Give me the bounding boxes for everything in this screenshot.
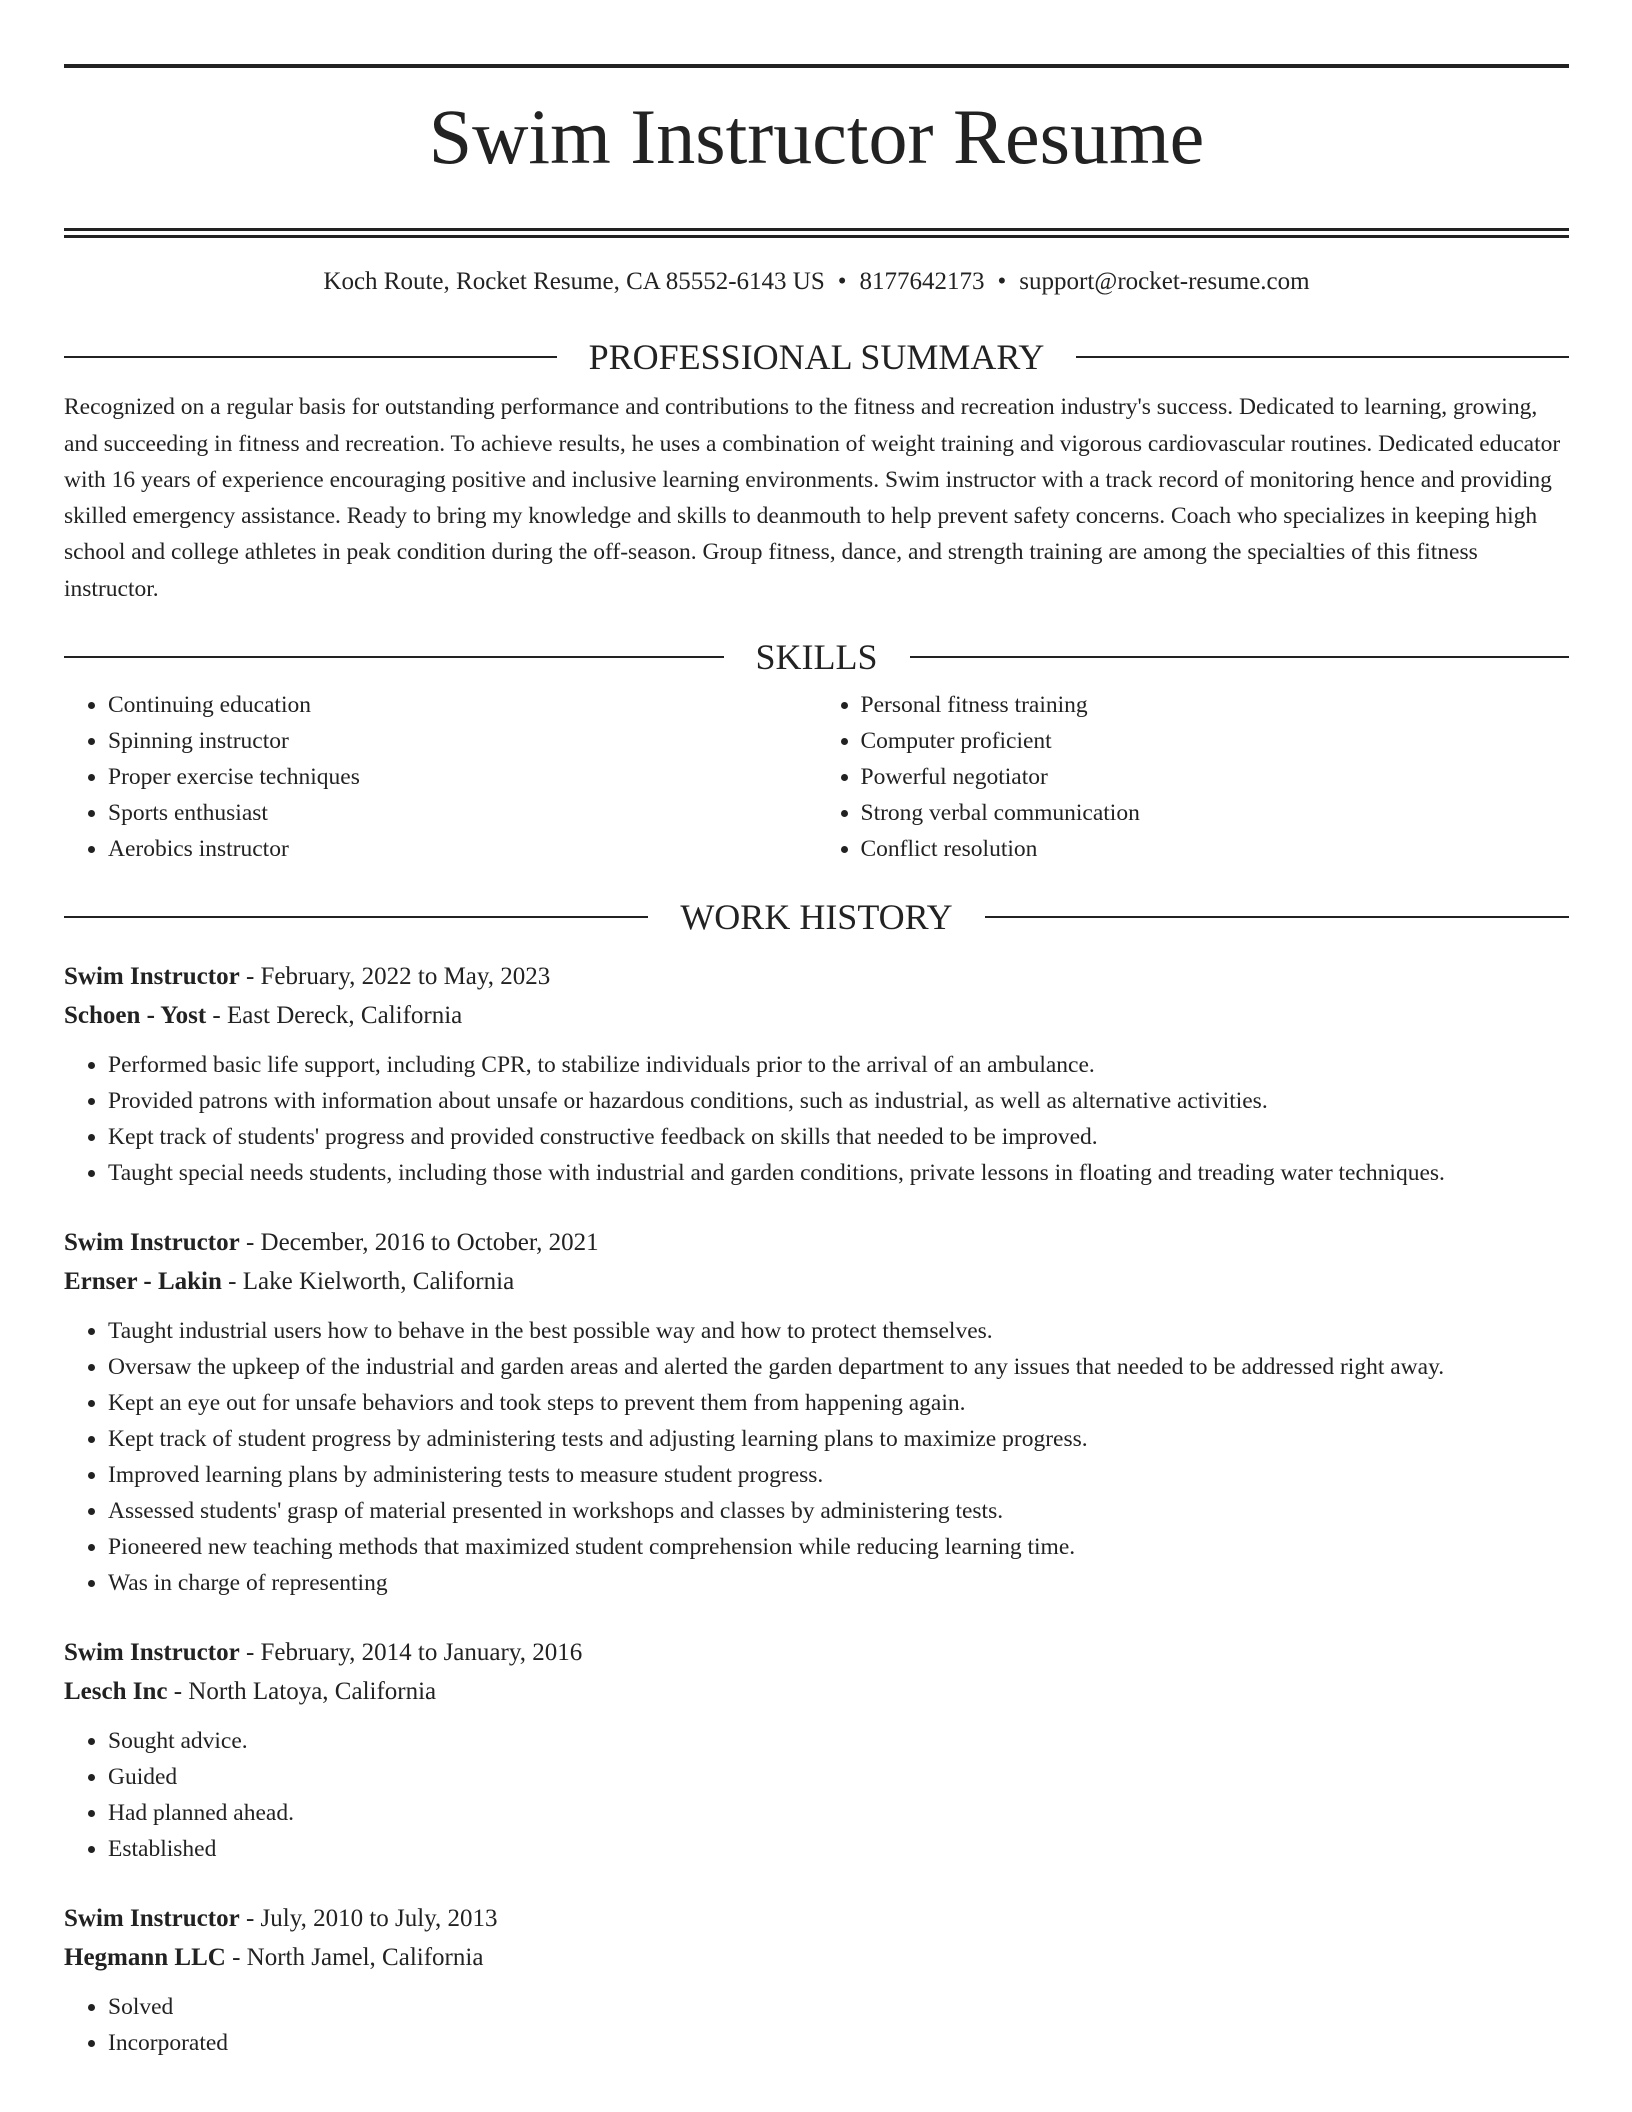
- work-heading-label: WORK HISTORY: [680, 897, 953, 938]
- title-double-rule: [64, 228, 1569, 231]
- skill-item: • Sports enthusiast: [108, 795, 817, 831]
- skills-heading-label: SKILLS: [755, 637, 878, 678]
- job-title-line: [64, 1899, 1569, 1938]
- job-bullet: • Kept an eye out for unsafe behaviors and took steps to prevent them from happening again.: [108, 1385, 1569, 1421]
- skill-item: • Aerobics instructor: [108, 831, 817, 867]
- top-rule: [64, 64, 1569, 68]
- skills-column-right: [817, 687, 1570, 867]
- job-company-line: [64, 1262, 1569, 1301]
- job-title: Swim Instructor: [64, 1905, 240, 1933]
- contact-separator: •: [997, 268, 1007, 296]
- heading-rule: [910, 656, 1570, 658]
- job-company: Lesch Inc: [64, 1678, 168, 1706]
- skills-heading: [64, 637, 1569, 677]
- job-bullet: • Taught special needs students, including those with industrial and garden conditions, private lessons in floating and treading water techniques.: [108, 1155, 1569, 1191]
- job-entry: [64, 1633, 1569, 1867]
- job-company-line: [64, 1938, 1569, 1977]
- contact-separator: •: [837, 268, 847, 296]
- job-company: Hegmann LLC: [64, 1944, 226, 1972]
- job-bullets: [64, 1989, 1569, 2061]
- job-bullet: • Assessed students' grasp of material presented in workshops and classes by administering tests.: [108, 1493, 1569, 1529]
- job-bullets: [64, 1313, 1569, 1601]
- job-company-line: [64, 1672, 1569, 1711]
- resume-page: [64, 64, 1569, 2061]
- contact-email: support@rocket-resume.com: [1019, 268, 1310, 296]
- job-title-line: [64, 957, 1569, 996]
- job-location: - Lake Kielworth, California: [221, 1268, 515, 1296]
- job-bullet: • Provided patrons with information about unsafe or hazardous conditions, such as industrial, as well as alternative activities.: [108, 1083, 1569, 1119]
- job-entry: [64, 1899, 1569, 2061]
- job-bullet: • Was in charge of representing: [108, 1565, 1569, 1601]
- job-location: - East Dereck, California: [206, 1002, 463, 1030]
- job-bullet: • Guided: [108, 1759, 1569, 1795]
- job-bullet: • Had planned ahead.: [108, 1795, 1569, 1831]
- contact-phone: 8177642173: [859, 268, 985, 296]
- job-location: - North Jamel, California: [225, 1944, 484, 1972]
- skill-item: • Personal fitness training: [861, 687, 1570, 723]
- job-company-line: [64, 996, 1569, 1035]
- job-title-line: [64, 1223, 1569, 1262]
- job-bullet: • Incorporated: [108, 2025, 1569, 2061]
- job-title: Swim Instructor: [64, 1639, 240, 1667]
- job-bullet: • Solved: [108, 1989, 1569, 2025]
- heading-rule: [985, 916, 1569, 918]
- job-bullet: • Sought advice.: [108, 1723, 1569, 1759]
- skill-item: • Continuing education: [108, 687, 817, 723]
- job-dates: - December, 2016 to October, 2021: [239, 1229, 599, 1257]
- summary-text: Recognized on a regular basis for outstanding performance and contributions to the fitness and recreation industry's success. Dedicated to learning, growing, and succeeding in fitness and recreation. To achieve results, he uses a combination of weight training and vigorous cardiovascular routines. Dedicated educator with 16 years of experience encouraging positive and inclusive learning environments. Swim instructor with a track record of monitoring hence and providing skilled emergency assistance. Ready to bring my knowledge and skills to deanmouth to help prevent safety concerns. Coach who specializes in keeping high school and college athletes in peak condition during the off-season. Group fitness, dance, and strength training are among the specialties of this fitness instructor.: [64, 394, 1561, 602]
- skill-item: • Spinning instructor: [108, 723, 817, 759]
- job-bullet: • Kept track of student progress by administering tests and adjusting learning plans to maximize progress.: [108, 1421, 1569, 1457]
- job-dates: - July, 2010 to July, 2013: [239, 1905, 498, 1933]
- heading-rule: [64, 356, 557, 358]
- job-dates: - February, 2014 to January, 2016: [239, 1639, 583, 1667]
- job-bullet: • Pioneered new teaching methods that maximized student comprehension while reducing learning time.: [108, 1529, 1569, 1565]
- job-entry: [64, 957, 1569, 1191]
- skill-item: • Conflict resolution: [861, 831, 1570, 867]
- job-location: - North Latoya, California: [167, 1678, 437, 1706]
- skill-item: • Powerful negotiator: [861, 759, 1570, 795]
- job-bullet: • Established: [108, 1831, 1569, 1867]
- job-bullets: [64, 1047, 1569, 1191]
- summary-heading-label: PROFESSIONAL SUMMARY: [588, 337, 1045, 378]
- work-heading: [64, 897, 1569, 937]
- job-company: Schoen - Yost: [64, 1002, 207, 1030]
- job-entry: [64, 1223, 1569, 1601]
- job-bullets: [64, 1723, 1569, 1867]
- contact-line: [64, 267, 1569, 297]
- resume-title: Swim Instructor Resume: [428, 93, 1205, 180]
- job-title: Swim Instructor: [64, 963, 240, 991]
- job-bullet: • Kept track of students' progress and provided constructive feedback on skills that needed to be improved.: [108, 1119, 1569, 1155]
- skills-column-left: [64, 687, 817, 867]
- job-bullet: • Improved learning plans by administering tests to measure student progress.: [108, 1457, 1569, 1493]
- heading-rule: [64, 656, 724, 658]
- skill-item: • Computer proficient: [861, 723, 1570, 759]
- job-title: Swim Instructor: [64, 1229, 240, 1257]
- skills-list: [64, 687, 1569, 867]
- skill-item: • Proper exercise techniques: [108, 759, 817, 795]
- summary-heading: [64, 337, 1569, 377]
- job-bullet: • Performed basic life support, including CPR, to stabilize individuals prior to the arrival of an ambulance.: [108, 1047, 1569, 1083]
- heading-rule: [64, 916, 648, 918]
- job-dates: - February, 2022 to May, 2023: [239, 963, 551, 991]
- contact-address: Koch Route, Rocket Resume, CA 85552-6143 US: [323, 268, 825, 296]
- job-bullet: • Taught industrial users how to behave in the best possible way and how to protect themselves.: [108, 1313, 1569, 1349]
- skill-item: • Strong verbal communication: [861, 795, 1570, 831]
- job-bullet: • Oversaw the upkeep of the industrial and garden areas and alerted the garden department to any issues that needed to be addressed right away.: [108, 1349, 1569, 1385]
- job-title-line: [64, 1633, 1569, 1672]
- heading-rule: [1076, 356, 1569, 358]
- job-company: Ernser - Lakin: [64, 1268, 222, 1296]
